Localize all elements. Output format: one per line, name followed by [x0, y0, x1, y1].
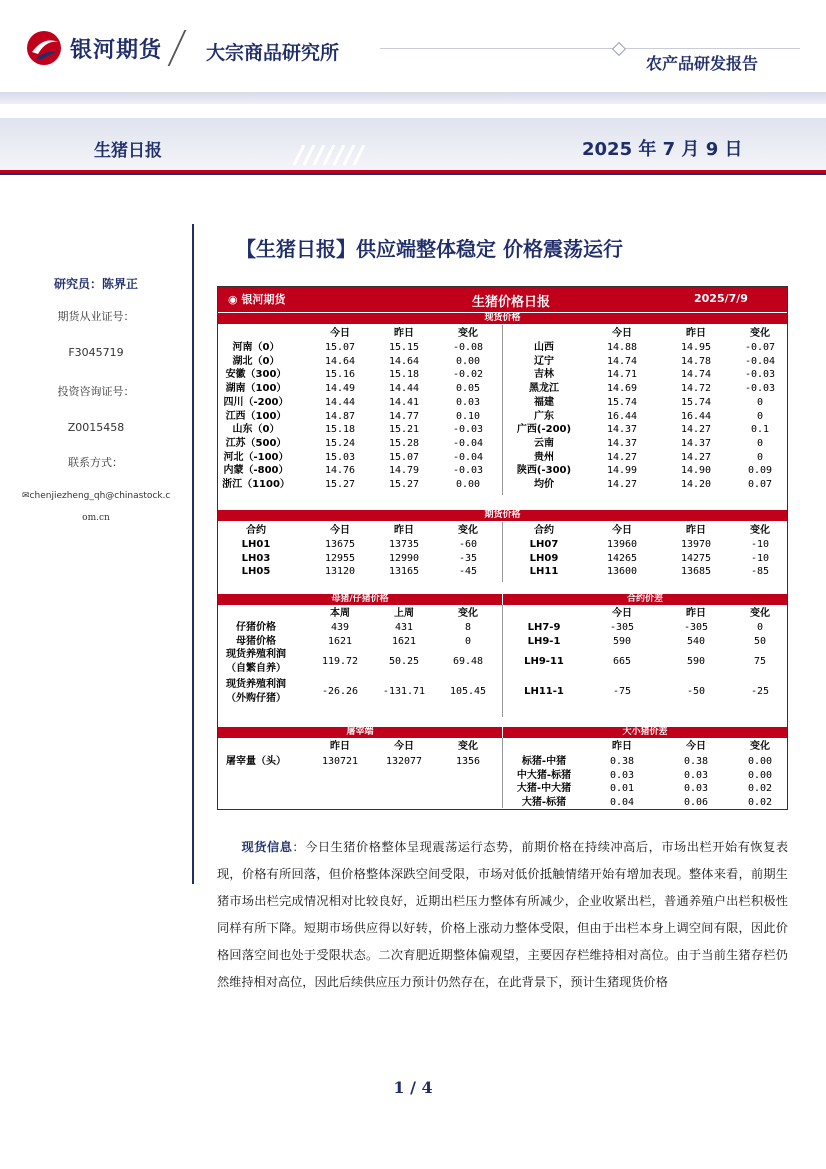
- size-spread-value-cell: 0.03: [609, 769, 635, 781]
- futures-header-left: 合约: [246, 525, 266, 536]
- spread-contract-label: LH9-11: [524, 656, 564, 667]
- spot-price-cell: 14.27: [606, 479, 638, 490]
- spot-header-right: 变化: [750, 328, 770, 339]
- piglet-value-cell: 439: [330, 622, 350, 633]
- futures-price-cell: 13675: [324, 539, 356, 550]
- spot-region-label: 贵州: [534, 451, 554, 463]
- spot-price-cell: 14.64: [388, 355, 420, 367]
- spot-price-cell: 15.18: [324, 424, 356, 436]
- size-spread-value-cell: 0.06: [683, 797, 709, 809]
- slaughter-value-cell: 1356: [455, 756, 481, 767]
- piglet-row-sublabel: （自繁自养）: [226, 663, 286, 674]
- institute-name: 大宗商品研究所: [206, 42, 340, 64]
- spot-price-cell: 14.99: [606, 465, 638, 477]
- futures-price-cell: 14265: [606, 552, 638, 564]
- spot-price-cell: 15.27: [324, 479, 356, 490]
- spread-value-cell: -305: [683, 622, 709, 633]
- spread-contract-label: LH7-9: [527, 622, 561, 633]
- header-rule: [380, 48, 800, 49]
- galaxy-logo-icon: [26, 30, 62, 66]
- brand-name: 银河期货: [70, 38, 163, 63]
- spot-price-cell: 15.21: [388, 424, 420, 436]
- spot-price-cell: 15.74: [680, 396, 712, 408]
- spot-price-cell: 15.18: [388, 369, 420, 381]
- spot-price-cell: 15.24: [324, 437, 356, 449]
- spot-price-cell: 14.44: [388, 383, 420, 395]
- size-spread-value-cell: 0.03: [683, 769, 709, 781]
- piglet-value-cell: 1621: [391, 636, 417, 647]
- spot-price-cell: 14.69: [606, 383, 638, 395]
- spot-region-label: 陕西(-300): [516, 465, 572, 477]
- spread-section-bar: 合约价差: [503, 594, 787, 605]
- spot-region-label: 安徽（300）: [225, 369, 287, 381]
- spot-price-cell: -0.04: [744, 355, 776, 367]
- spread-value-cell: 590: [612, 636, 632, 647]
- spot-price-cell: -0.03: [452, 465, 484, 477]
- spread-value-cell: 590: [686, 656, 706, 667]
- report-type: 农产品研发报告: [646, 54, 759, 73]
- band-blue-rule: [0, 173, 826, 175]
- spot-price-cell: 14.78: [680, 355, 712, 367]
- futures-price-cell: 12990: [388, 552, 420, 564]
- spread-contract-label: LH9-1: [527, 636, 561, 647]
- spot-price-cell: 0: [756, 451, 764, 463]
- futures-price-cell: 14275: [680, 552, 712, 564]
- spot-region-label: 山东（0）: [232, 424, 280, 436]
- spot-price-cell: -0.04: [452, 451, 484, 463]
- spread-header: 今日: [612, 608, 632, 619]
- slaughter-value-cell: 130721: [321, 756, 359, 767]
- piglet-value-cell: 50.25: [388, 656, 420, 667]
- slaughter-section-bar: 屠宰端: [218, 727, 502, 738]
- spot-region-label: 河南（0）: [232, 342, 280, 353]
- futures-price-cell: -45: [458, 566, 478, 578]
- futures-price-cell: 13960: [606, 539, 638, 550]
- spot-region-label: 广西(-200): [516, 424, 572, 436]
- futures-price-cell: -35: [458, 552, 478, 564]
- size-spread-value-cell: 0.02: [747, 797, 773, 809]
- email-text-1: chenjiezheng_qh@chinastock.c: [29, 491, 171, 501]
- piglet-row-label: 现货养殖利润: [226, 679, 286, 690]
- table-column-divider: [502, 325, 503, 495]
- futures-price-cell: 13600: [606, 566, 638, 578]
- piglet-value-cell: 1621: [327, 636, 353, 647]
- spot-region-label: 四川（-200）: [223, 396, 289, 408]
- futures-price-cell: -10: [750, 539, 770, 550]
- galaxy-small-icon: ◉: [228, 293, 238, 306]
- spot-price-cell: 15.27: [388, 479, 420, 490]
- futures-contract-label: LH07: [529, 539, 559, 550]
- slaughter-value-cell: 132077: [385, 756, 423, 767]
- header-band-top: [0, 92, 826, 104]
- spot-price-cell: 15.74: [606, 396, 638, 408]
- futures-contract-label: LH05: [241, 566, 271, 578]
- futures-price-cell: 13120: [324, 566, 356, 578]
- spot-header-right: 昨日: [686, 328, 706, 339]
- size-spread-value-cell: 0.00: [747, 769, 773, 781]
- spot-price-cell: 14.71: [606, 369, 638, 381]
- stripes-decoration-icon: [290, 145, 370, 165]
- spot-price-cell: 14.79: [388, 465, 420, 477]
- spot-price-cell: -0.02: [452, 369, 484, 381]
- piglet-value-cell: 431: [394, 622, 414, 633]
- spot-price-cell: 15.16: [324, 369, 356, 381]
- size-spread-value-cell: 0.03: [683, 783, 709, 795]
- piglet-section-bar: 母猪/仔猪价格: [218, 594, 502, 605]
- spot-price-cell: 14.37: [680, 437, 712, 449]
- spot-price-cell: 14.77: [388, 410, 420, 422]
- piglet-value-cell: 0: [464, 636, 472, 647]
- piglet-value-cell: -26.26: [321, 686, 359, 697]
- spot-price-cell: 0: [756, 410, 764, 422]
- spot-price-cell: 0.03: [455, 396, 481, 408]
- spot-price-cell: 14.95: [680, 342, 712, 353]
- spot-price-cell: 15.07: [324, 342, 356, 353]
- futures-section-bar: 期货价格: [218, 510, 787, 521]
- spot-header-left: 昨日: [394, 328, 414, 339]
- size-spread-header: 变化: [750, 741, 770, 752]
- futures-price-cell: -10: [750, 552, 770, 564]
- consult-label: 投资咨询证号：: [57, 385, 135, 398]
- table-logo: [228, 291, 285, 307]
- piglet-value-cell: -131.71: [382, 686, 426, 697]
- consult-number: Z0015458: [67, 421, 125, 434]
- spot-price-cell: 15.28: [388, 437, 420, 449]
- piglet-row-sublabel: （外购仔猪）: [226, 693, 286, 704]
- spread-header: 变化: [750, 608, 770, 619]
- slaughter-label: 屠宰量（头）: [226, 756, 286, 767]
- spot-price-cell: -0.04: [452, 437, 484, 449]
- spot-price-cell: 14.20: [680, 479, 712, 490]
- futures-price-cell: 13970: [680, 539, 712, 550]
- spot-region-label: 吉林: [534, 369, 554, 381]
- spot-price-cell: 15.15: [388, 342, 420, 353]
- spot-region-label: 广东: [534, 410, 554, 422]
- table-column-divider: [502, 522, 503, 582]
- piglet-row-label: 母猪价格: [236, 636, 276, 647]
- piglet-row-label: 现货养殖利润: [226, 649, 286, 660]
- table-logo-text: 银河期货: [241, 293, 286, 306]
- commentary-text: ：今日生猪价格整体呈现震荡运行态势，前期价格在持续冲高后，市场出栏开始有恢复表现，价格有所回落，但价格整体深跌空间受限，市场对低价抵触情绪开始有增加表现。整体来看，前期生猪市场出栏完成情况相对比较良好，近期出栏压力整体有所减少，企业收紧出栏，普通养殖户出栏积极性同样有所下降。短期市场供应得以好转，价格上涨动力整体受限，但由于出栏本身上调空间有限，因此价格回落空间也处于受限状态。二次育肥近期整体偏观望，主要因存栏维持相对高位。由于当前生猪存栏仍然维持相对高位，因此后续供应压力预计仍然存在，在此背景下，预计生猪现货价格: [217, 840, 789, 989]
- spot-region-label: 云南: [534, 437, 554, 449]
- spot-price-cell: 0: [756, 437, 764, 449]
- futures-contract-label: LH11: [529, 566, 559, 578]
- header-divider: [168, 30, 187, 66]
- contact-label: 联系方式：: [68, 456, 123, 469]
- spread-value-cell: -75: [612, 686, 632, 697]
- spot-region-label: 内蒙（-800）: [223, 465, 289, 477]
- futures-price-cell: -85: [750, 566, 770, 578]
- spot-price-cell: 14.64: [324, 355, 356, 367]
- slaughter-header: 昨日: [330, 741, 350, 752]
- spot-region-label: 浙江（1100）: [222, 479, 290, 490]
- spot-price-cell: 14.44: [324, 396, 356, 408]
- commentary-lead: 现货信息: [241, 840, 293, 854]
- futures-contract-label: LH03: [241, 552, 271, 564]
- sidebar-divider: [192, 224, 194, 884]
- spot-price-cell: 14.74: [606, 355, 638, 367]
- spot-price-cell: -0.07: [744, 342, 776, 353]
- spot-price-cell: 0.1: [750, 424, 770, 436]
- spot-region-label: 江苏（500）: [225, 437, 287, 449]
- spot-region-label: 河北（-100）: [223, 451, 289, 463]
- piglet-value-cell: 69.48: [452, 656, 484, 667]
- futures-header-left: 变化: [458, 525, 478, 536]
- table-date: 2025/7/9: [694, 292, 748, 305]
- spot-price-cell: 14.74: [680, 369, 712, 381]
- spread-value-cell: 50: [753, 636, 767, 647]
- spot-price-cell: 0: [756, 396, 764, 408]
- futures-header-right: 合约: [534, 525, 554, 536]
- spot-region-label: 山西: [534, 342, 554, 353]
- spot-price-cell: 14.37: [606, 424, 638, 436]
- futures-header-right: 变化: [750, 525, 770, 536]
- email-text-2: om.cn: [82, 513, 110, 523]
- spot-region-label: 福建: [534, 396, 554, 408]
- spot-price-cell: 14.90: [680, 465, 712, 477]
- spot-price-cell: 14.27: [606, 451, 638, 463]
- piglet-value-cell: 105.45: [449, 686, 487, 697]
- size-spread-label: 大猪-标猪: [521, 797, 567, 809]
- futures-contract-label: LH01: [241, 539, 271, 550]
- report-date: 2025 年 7 月 9 日: [582, 139, 743, 160]
- futures-price-cell: 13735: [388, 539, 420, 550]
- futures-header-left: 昨日: [394, 525, 414, 536]
- spot-commentary: [217, 834, 788, 996]
- email-line[interactable]: [22, 491, 170, 501]
- size-spread-value-cell: 0.01: [609, 783, 635, 795]
- spot-price-cell: 14.49: [324, 383, 356, 395]
- diamond-icon: [612, 42, 626, 56]
- spot-price-cell: 0.07: [747, 479, 773, 490]
- spot-price-cell: 0.09: [747, 465, 773, 477]
- piglet-header: 上周: [394, 608, 414, 619]
- piglet-row-label: 仔猪价格: [236, 622, 276, 633]
- page-number: 1 / 4: [393, 1078, 433, 1097]
- spot-header-left: 变化: [458, 328, 478, 339]
- spot-section-bar: 现货价格: [218, 313, 787, 324]
- futures-header-right: 今日: [612, 525, 632, 536]
- spot-region-label: 均价: [534, 479, 554, 490]
- spread-value-cell: 540: [686, 636, 706, 647]
- spread-value-cell: 665: [612, 656, 632, 667]
- futures-header-right: 昨日: [686, 525, 706, 536]
- size-spread-value-cell: 0.38: [609, 756, 635, 767]
- spot-price-cell: 14.27: [680, 451, 712, 463]
- spot-price-cell: 14.41: [388, 396, 420, 408]
- spot-price-cell: 14.27: [680, 424, 712, 436]
- spread-header: 昨日: [686, 608, 706, 619]
- size-spread-value-cell: 0.04: [609, 797, 635, 809]
- spot-price-cell: -0.03: [452, 424, 484, 436]
- spread-value-cell: -305: [609, 622, 635, 633]
- size-spread-label: 大猪-中大猪: [516, 783, 572, 795]
- daily-title: 生猪日报: [94, 141, 162, 161]
- size-spread-header: 昨日: [612, 741, 632, 752]
- size-spread-value-cell: 0.02: [747, 783, 773, 795]
- spot-price-cell: 14.37: [606, 437, 638, 449]
- report-title: 【生猪日报】供应端整体稳定 价格震荡运行: [236, 237, 623, 261]
- spot-price-cell: 15.07: [388, 451, 420, 463]
- spread-value-cell: -50: [686, 686, 706, 697]
- piglet-value-cell: 8: [464, 622, 472, 633]
- piglet-header: 本周: [330, 608, 350, 619]
- spot-price-cell: 14.72: [680, 383, 712, 395]
- spot-price-cell: 14.87: [324, 410, 356, 422]
- spot-region-label: 辽宁: [534, 355, 554, 367]
- futures-price-cell: 13165: [388, 566, 420, 578]
- size-spread-value-cell: 0.00: [747, 756, 773, 767]
- spread-value-cell: 75: [753, 656, 767, 667]
- size-spread-section-bar: 大小猪价差: [503, 727, 787, 738]
- mail-icon: ✉: [22, 491, 30, 501]
- futures-price-cell: 12955: [324, 552, 356, 564]
- license-label: 期货从业证号：: [57, 310, 135, 323]
- spot-price-cell: 15.03: [324, 451, 356, 463]
- spread-contract-label: LH11-1: [524, 686, 564, 697]
- license-number: F3045719: [68, 346, 124, 359]
- spot-header-left: 今日: [330, 328, 350, 339]
- spot-price-cell: 0.05: [455, 383, 481, 395]
- spot-price-cell: -0.08: [452, 342, 484, 353]
- spot-price-cell: 16.44: [680, 410, 712, 422]
- spot-price-cell: -0.03: [744, 383, 776, 395]
- size-spread-header: 今日: [686, 741, 706, 752]
- size-spread-label: 标猪-中猪: [521, 756, 567, 767]
- futures-contract-label: LH09: [529, 552, 559, 564]
- spot-header-right: 今日: [612, 328, 632, 339]
- researcher: 研究员：陈界正: [53, 277, 138, 291]
- size-spread-value-cell: 0.38: [683, 756, 709, 767]
- spot-price-cell: 0.00: [455, 479, 481, 490]
- spot-price-cell: 0.10: [455, 410, 481, 422]
- table-header: [218, 287, 787, 312]
- slaughter-header: 变化: [458, 741, 478, 752]
- table-title: 生猪价格日报: [472, 295, 551, 310]
- table-column-divider: [502, 605, 503, 717]
- spread-value-cell: -25: [750, 686, 770, 697]
- spot-price-cell: 16.44: [606, 410, 638, 422]
- spot-region-label: 湖北（0）: [232, 355, 280, 367]
- futures-price-cell: 13685: [680, 566, 712, 578]
- futures-price-cell: -60: [458, 539, 478, 550]
- spot-region-label: 黑龙江: [529, 383, 559, 395]
- spot-region-label: 江西（100）: [225, 410, 287, 422]
- spot-price-cell: 0.00: [455, 355, 481, 367]
- slaughter-header: 今日: [394, 741, 414, 752]
- size-spread-label: 中大猪-标猪: [516, 769, 572, 781]
- spread-value-cell: 0: [756, 622, 764, 633]
- piglet-value-cell: 119.72: [321, 656, 359, 667]
- spot-price-cell: 14.76: [324, 465, 356, 477]
- spot-price-cell: 14.88: [606, 342, 638, 353]
- spot-price-cell: -0.03: [744, 369, 776, 381]
- spot-region-label: 湖南（100）: [225, 383, 287, 395]
- futures-header-left: 今日: [330, 525, 350, 536]
- table-column-divider: [502, 738, 503, 808]
- piglet-header: 变化: [458, 608, 478, 619]
